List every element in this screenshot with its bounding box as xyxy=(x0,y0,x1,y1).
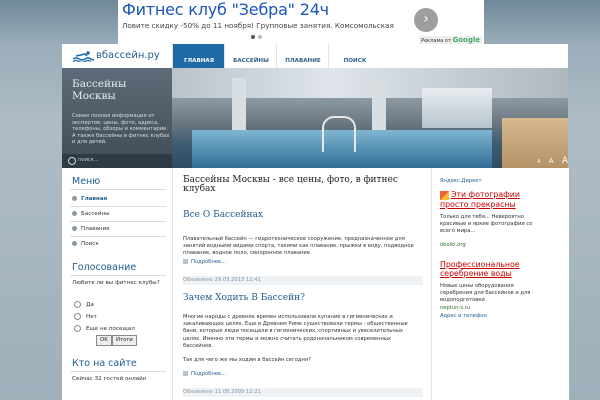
ad-next-arrow-icon[interactable]: › xyxy=(414,8,438,32)
right-ad-title[interactable]: Профессиональное серебрение воды xyxy=(440,260,520,278)
header-side-panel xyxy=(62,68,172,168)
ads-by-google[interactable]: Реклама от Google xyxy=(421,36,480,44)
divider xyxy=(70,275,166,276)
header-search-box[interactable] xyxy=(62,154,172,168)
photo-pool-rail xyxy=(322,116,356,152)
header-pool-photo xyxy=(172,68,568,168)
read-more-link[interactable]: Подробнее... xyxy=(183,371,226,377)
font-small-button[interactable]: A xyxy=(537,159,541,165)
poll-option-yes[interactable]: Да xyxy=(74,301,94,308)
photo-pillar xyxy=(232,78,246,138)
swimmer-logo-icon xyxy=(72,50,94,62)
ad-pager-dots[interactable] xyxy=(251,34,265,41)
bullet-icon xyxy=(72,211,77,216)
right-ad-title[interactable]: Эти фотографии просто прекрасны xyxy=(440,190,520,209)
ad-thumbnail-icon xyxy=(440,191,449,200)
article-updated: Обновлено 11.08.2009 12:21 xyxy=(183,388,423,397)
radio-button[interactable] xyxy=(74,325,81,332)
menu-heading: Меню xyxy=(72,176,101,187)
ad-dot-active[interactable] xyxy=(251,35,255,39)
menu-item-swimming[interactable]: Плавание xyxy=(72,226,110,232)
right-ad-contact[interactable]: Адрес и телефон xyxy=(440,313,487,319)
site-header xyxy=(62,44,568,168)
online-count: Сейчас 32 гостей онлайн xyxy=(72,376,147,382)
poll-option-not-yet[interactable]: Еще не посещал xyxy=(74,325,135,332)
right-ad-text: Новые цены оборудования серебрения для бассейнов и для водоподготовки xyxy=(440,283,531,303)
font-large-button[interactable]: A xyxy=(561,156,568,166)
poll-heading: Голосование xyxy=(72,262,137,273)
online-heading: Кто на сайте xyxy=(72,358,137,369)
photo-pillar xyxy=(372,78,386,138)
radio-button[interactable] xyxy=(74,313,81,320)
left-sidebar xyxy=(62,168,173,400)
right-ad-text: Только для тебя... Невероятно красивые и яркие фотографии со всего мира... xyxy=(440,214,533,234)
top-ad-banner[interactable] xyxy=(118,0,484,44)
article-text: Плавательный бассейн — гидротехническое сооружение, предназначенное для занятий водными видами спорта, такими как плавание, прыжки в воду, подводное плавание, водное поло, синхронное плавание. xyxy=(183,236,414,257)
nav-home[interactable]: ГЛАВНАЯ xyxy=(172,44,225,68)
ad-text[interactable]: Ловите скидку -50% до 11 ноября! Групповые занятия. Комсомольская xyxy=(122,21,394,30)
yandex-direct-label[interactable]: Яндекс.Директ xyxy=(440,178,482,184)
divider xyxy=(70,371,166,372)
header-description: Самая полная информация от экспертов: цены, фото, адреса, телефоны, обзоры и комментарии. А также бассейны в фитнес клубах и для детей. xyxy=(72,113,170,146)
menu-item-pools[interactable]: Бассейны xyxy=(72,211,110,217)
ad-title[interactable]: Фитнес клуб "Зебра" 24ч xyxy=(122,0,329,19)
ad-dot-inactive[interactable] xyxy=(258,35,262,39)
photo-window xyxy=(422,88,492,128)
header-title: Бассейны Москвы xyxy=(72,78,127,102)
bullet-icon xyxy=(72,196,77,201)
right-sidebar xyxy=(431,168,569,400)
article-text-question: Так для чего же мы ходим в бассейн сегодня? xyxy=(183,357,311,363)
divider xyxy=(70,221,166,222)
bullet-icon xyxy=(72,241,77,246)
site-logo-text[interactable]: вбассейн.ру xyxy=(96,50,160,61)
right-ad-url[interactable]: oboiki.org xyxy=(440,242,466,248)
main-nav xyxy=(172,44,568,68)
poll-results-button[interactable]: Итоги xyxy=(112,335,137,346)
page-title: Бассейны Москвы - все цены, фото, в фитнес клубах xyxy=(183,175,398,194)
divider xyxy=(70,206,166,207)
search-input[interactable]: поиск... xyxy=(78,157,99,163)
divider xyxy=(70,189,166,190)
menu-item-search[interactable]: Поиск xyxy=(72,241,99,247)
site-frame xyxy=(62,44,568,400)
article-text: Многие народы с древних времен использовали купание в гигиенических и закаливающих целях. Еще в Древнем Риме существовали термы - общественные бани, которые люди посещали в гигиенических, спортивных и увеселительных целях. Именно эти термы и можно считать родоначальником современных бассейнов. xyxy=(183,314,408,349)
right-ad-url[interactable]: neptun-s.ru xyxy=(440,305,471,311)
read-more-link[interactable]: Подробнее... xyxy=(183,259,226,265)
article-title[interactable]: Все О Бассейнах xyxy=(183,210,263,220)
bullet-icon xyxy=(72,226,77,231)
article-updated: Обновлено 29.03.2013 12:41 xyxy=(183,276,423,285)
read-more-icon xyxy=(183,371,188,376)
logo-area[interactable] xyxy=(62,44,172,69)
divider xyxy=(70,236,166,237)
menu-item-home[interactable]: Главная xyxy=(72,196,107,202)
nav-swimming[interactable]: ПЛАВАНИЕ xyxy=(276,44,329,68)
font-size-controls xyxy=(502,156,568,168)
read-more-icon xyxy=(183,259,188,264)
poll-option-no[interactable]: Нет xyxy=(74,313,97,320)
font-medium-button[interactable]: A xyxy=(548,157,554,165)
nav-pools[interactable]: БАССЕЙНЫ xyxy=(224,44,277,68)
article-title[interactable]: Зачем Ходить В Бассейн? xyxy=(183,293,305,303)
search-icon xyxy=(68,157,76,165)
radio-button[interactable] xyxy=(74,301,81,308)
poll-question: Любите ли вы фитнес клубы? xyxy=(72,280,160,286)
poll-ok-button[interactable]: OK xyxy=(96,335,112,346)
nav-search[interactable]: ПОИСК xyxy=(328,44,381,68)
